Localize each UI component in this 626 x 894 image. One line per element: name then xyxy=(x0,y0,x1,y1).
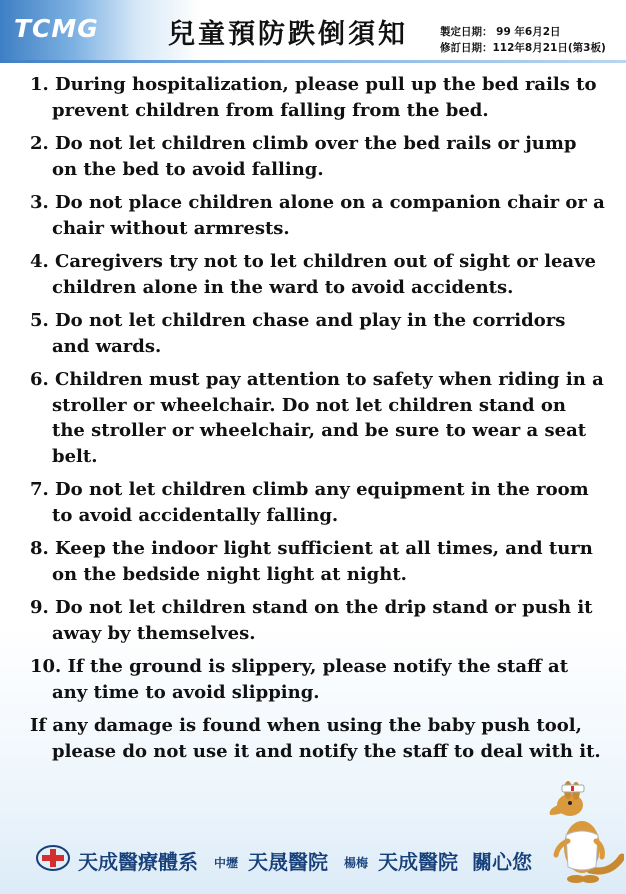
list-item: 4. Caregivers try not to let children out of sight or leave children alone in the ward to avoid accidents. xyxy=(30,251,596,298)
list-item: 3. Do not place children alone on a companion chair or a chair without armrests. xyxy=(30,192,605,239)
kangaroo-nurse-mascot-icon xyxy=(540,775,624,890)
list-item: 6. Children must pay attention to safety when riding in a stroller or wheelchair. Do not let children stand on the stroller or wheelchair, and be sure to wear a seat belt. xyxy=(30,369,604,467)
location-zhongli: 中壢 xyxy=(214,856,239,870)
revised-date: 修訂日期：112年8月21日(第3板) xyxy=(440,42,606,54)
date-info xyxy=(440,24,606,56)
slogan: 關心您 xyxy=(472,850,532,874)
header xyxy=(0,0,626,62)
org-name-tiansheng-hospital: 天晟醫院 xyxy=(248,850,328,874)
closing-note: If any damage is found when using the baby push tool, please do not use it and notify the staff to deal with it. xyxy=(30,715,601,762)
footer xyxy=(0,826,626,894)
list-item: 2. Do not let children climb over the bed rails or jump on the bed to avoid falling. xyxy=(30,133,577,180)
safety-list xyxy=(30,72,605,772)
org-name-tiancheng-system: 天成醫療體系 xyxy=(78,850,198,874)
location-yangmei: 楊梅 xyxy=(344,856,369,870)
list-item: 5. Do not let children chase and play in the corridors and wards. xyxy=(30,310,566,357)
page-title: 兒童預防跌倒須知 xyxy=(168,19,408,50)
established-date: 製定日期： 99 年6月2日 xyxy=(440,26,561,38)
list-item: 1. During hospitalization, please pull up the bed rails to prevent children from falling from the bed. xyxy=(30,74,597,121)
list-item: 9. Do not let children stand on the drip stand or push it away by themselves. xyxy=(30,597,593,644)
header-divider xyxy=(0,60,626,63)
red-cross-icon xyxy=(36,844,70,872)
list-item: 8. Keep the indoor light sufficient at all times, and turn on the bedside night light at night. xyxy=(30,538,593,585)
org-name-tiancheng-hospital: 天成醫院 xyxy=(378,850,458,874)
tcmg-logo: TCMG xyxy=(14,14,99,43)
list-item: 10. If the ground is slippery, please notify the staff at any time to avoid slipping. xyxy=(30,656,569,703)
list-item: 7. Do not let children climb any equipment in the room to avoid accidentally falling. xyxy=(30,479,589,526)
